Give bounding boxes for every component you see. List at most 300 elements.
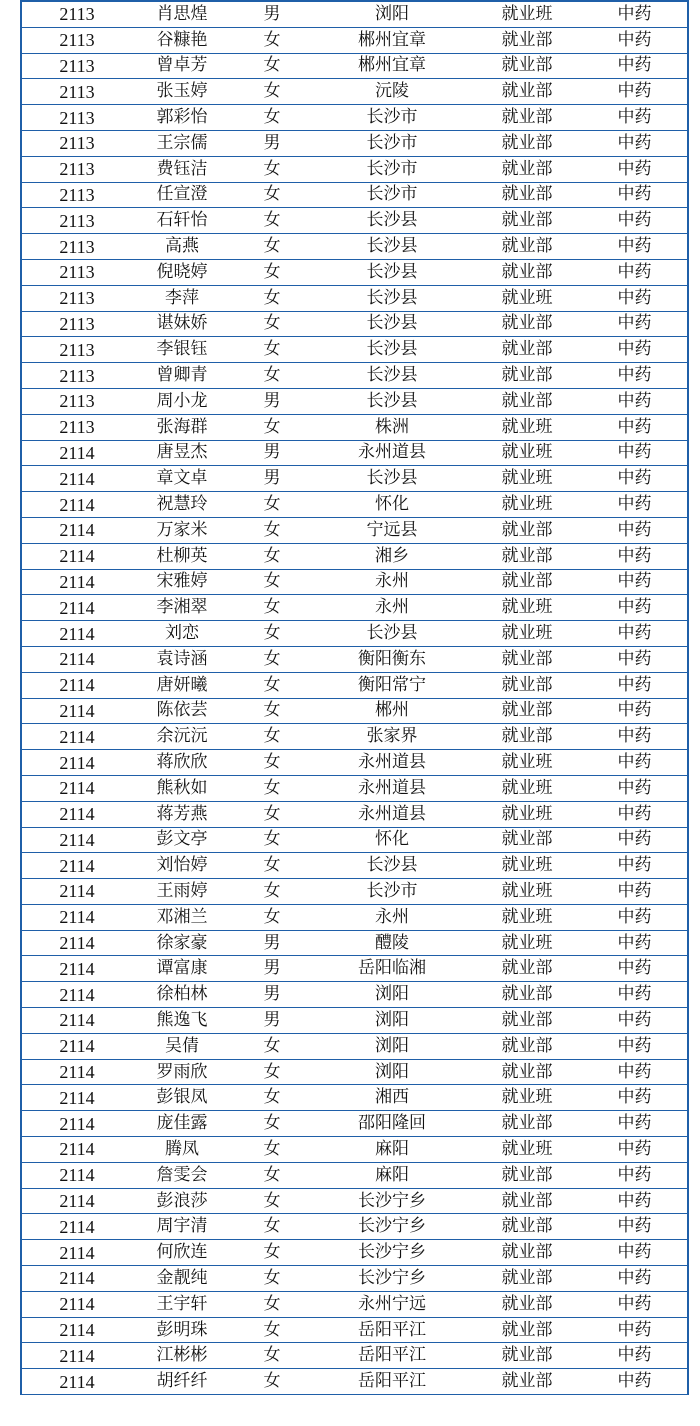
name-cell: 罗雨欣 bbox=[156, 1061, 208, 1082]
table-row bbox=[22, 621, 687, 647]
name-cell: 徐家豪 bbox=[156, 932, 208, 953]
major-cell: 中药 bbox=[617, 803, 652, 824]
name-cell: 刘怡婷 bbox=[156, 855, 208, 876]
gender-cell: 女 bbox=[263, 55, 281, 76]
hometown-cell: 沅陵 bbox=[375, 81, 409, 102]
name-cell: 李湘翠 bbox=[156, 597, 208, 618]
major-cell: 中药 bbox=[617, 107, 652, 128]
class-cell: 2114 bbox=[59, 649, 95, 670]
gender-cell: 女 bbox=[263, 855, 281, 876]
program-cell: 就业部 bbox=[501, 571, 553, 592]
name-cell: 蒋芳燕 bbox=[156, 803, 208, 824]
gender-cell: 女 bbox=[263, 1164, 281, 1185]
program-cell: 就业班 bbox=[501, 442, 553, 463]
major-cell: 中药 bbox=[617, 855, 652, 876]
major-cell: 中药 bbox=[617, 1216, 652, 1237]
class-cell: 2113 bbox=[59, 417, 95, 438]
class-cell: 2114 bbox=[59, 1268, 95, 1289]
gender-cell: 女 bbox=[263, 752, 281, 772]
program-cell: 就业班 bbox=[501, 416, 553, 437]
major-cell: 中药 bbox=[617, 1035, 652, 1056]
name-cell: 李萍 bbox=[165, 287, 199, 308]
name-cell: 彭明珠 bbox=[156, 1319, 208, 1340]
program-cell: 就业部 bbox=[501, 261, 553, 282]
major-cell: 中药 bbox=[617, 906, 652, 927]
name-cell: 熊秋如 bbox=[156, 777, 208, 798]
program-cell: 就业部 bbox=[501, 390, 553, 411]
name-cell: 徐柏林 bbox=[156, 984, 208, 1005]
gender-cell: 女 bbox=[263, 726, 281, 747]
class-cell: 2114 bbox=[59, 1371, 95, 1392]
gender-cell: 女 bbox=[263, 906, 281, 927]
major-cell: 中药 bbox=[617, 571, 652, 592]
hometown-cell: 郴州宜章 bbox=[358, 55, 426, 76]
program-cell: 就业部 bbox=[501, 829, 553, 850]
program-cell: 就业部 bbox=[501, 958, 553, 979]
major-cell: 中药 bbox=[617, 55, 652, 76]
major-cell: 中药 bbox=[617, 390, 652, 411]
class-cell: 2114 bbox=[59, 984, 95, 1005]
hometown-cell: 永州道县 bbox=[358, 752, 426, 772]
name-cell: 宋雅婷 bbox=[156, 571, 208, 592]
major-cell: 中药 bbox=[617, 674, 652, 695]
program-cell: 就业班 bbox=[501, 777, 553, 798]
table-row bbox=[22, 208, 687, 234]
program-cell: 就业部 bbox=[501, 1113, 553, 1134]
program-cell: 就业班 bbox=[501, 494, 553, 515]
program-cell: 就业部 bbox=[501, 674, 553, 695]
program-cell: 就业班 bbox=[501, 287, 553, 308]
table-row bbox=[22, 570, 687, 596]
class-cell: 2113 bbox=[59, 55, 95, 76]
name-cell: 何欣连 bbox=[156, 1242, 208, 1263]
class-cell: 2114 bbox=[59, 1113, 95, 1134]
major-cell: 中药 bbox=[617, 29, 652, 50]
table-row bbox=[22, 337, 687, 363]
major-cell: 中药 bbox=[617, 1087, 652, 1108]
hometown-cell: 邵阳隆回 bbox=[358, 1113, 426, 1134]
student-table bbox=[20, 0, 689, 1395]
gender-cell: 女 bbox=[263, 1345, 281, 1366]
gender-cell: 女 bbox=[263, 1267, 281, 1288]
program-cell: 就业班 bbox=[501, 855, 553, 876]
hometown-cell: 浏阳 bbox=[375, 1009, 409, 1030]
program-cell: 就业部 bbox=[501, 1190, 553, 1211]
table-row bbox=[22, 647, 687, 673]
program-cell: 就业部 bbox=[501, 55, 553, 76]
program-cell: 就业部 bbox=[501, 1293, 553, 1314]
hometown-cell: 张家界 bbox=[366, 726, 418, 747]
table-row bbox=[22, 466, 687, 492]
name-cell: 费钰洁 bbox=[156, 158, 208, 179]
name-cell: 唐妍曦 bbox=[156, 674, 208, 695]
class-cell: 2114 bbox=[59, 1087, 95, 1108]
program-cell: 就业班 bbox=[501, 932, 553, 953]
class-cell: 2114 bbox=[59, 571, 95, 592]
hometown-cell: 永州 bbox=[375, 906, 409, 927]
name-cell: 余沅沅 bbox=[156, 726, 208, 747]
gender-cell: 女 bbox=[263, 313, 281, 334]
program-cell: 就业部 bbox=[501, 1164, 553, 1185]
hometown-cell: 长沙县 bbox=[366, 236, 418, 257]
gender-cell: 女 bbox=[263, 777, 281, 798]
table-row bbox=[22, 1137, 687, 1163]
major-cell: 中药 bbox=[617, 958, 652, 979]
program-cell: 就业部 bbox=[501, 236, 553, 257]
table-row bbox=[22, 1111, 687, 1137]
gender-cell: 女 bbox=[263, 519, 281, 540]
name-cell: 刘恋 bbox=[165, 623, 199, 644]
table-row bbox=[22, 1369, 687, 1395]
class-cell: 2113 bbox=[59, 210, 95, 231]
major-cell: 中药 bbox=[617, 261, 652, 282]
gender-cell: 男 bbox=[263, 390, 281, 411]
name-cell: 曾卓芳 bbox=[156, 55, 208, 76]
major-cell: 中药 bbox=[617, 829, 652, 850]
program-cell: 就业部 bbox=[501, 545, 553, 566]
major-cell: 中药 bbox=[617, 648, 652, 669]
class-cell: 2113 bbox=[59, 30, 95, 51]
table-row bbox=[22, 105, 687, 131]
class-cell: 2114 bbox=[59, 907, 95, 928]
gender-cell: 女 bbox=[263, 803, 281, 824]
hometown-cell: 长沙县 bbox=[366, 855, 418, 876]
gender-cell: 男 bbox=[263, 132, 281, 153]
table-row bbox=[22, 1214, 687, 1240]
class-cell: 2114 bbox=[59, 675, 95, 696]
major-cell: 中药 bbox=[617, 597, 652, 618]
name-cell: 金靓纯 bbox=[156, 1267, 208, 1288]
table-row bbox=[22, 1292, 687, 1318]
program-cell: 就业班 bbox=[501, 880, 553, 901]
program-cell: 就业部 bbox=[501, 519, 553, 540]
class-cell: 2113 bbox=[59, 339, 95, 360]
class-cell: 2114 bbox=[59, 1242, 95, 1263]
gender-cell: 女 bbox=[263, 261, 281, 282]
class-cell: 2114 bbox=[59, 1165, 95, 1186]
hometown-cell: 怀化 bbox=[375, 494, 409, 515]
class-cell: 2114 bbox=[59, 752, 95, 773]
hometown-cell: 长沙市 bbox=[366, 184, 418, 205]
table-row bbox=[22, 1085, 687, 1111]
hometown-cell: 宁远县 bbox=[366, 519, 418, 540]
hometown-cell: 永州道县 bbox=[358, 442, 426, 463]
gender-cell: 女 bbox=[263, 1035, 281, 1056]
name-cell: 张玉婷 bbox=[156, 81, 208, 102]
major-cell: 中药 bbox=[617, 1371, 652, 1392]
program-cell: 就业部 bbox=[501, 726, 553, 747]
hometown-cell: 长沙市 bbox=[366, 132, 418, 153]
gender-cell: 女 bbox=[263, 700, 281, 721]
table-row bbox=[22, 363, 687, 389]
name-cell: 江彬彬 bbox=[156, 1345, 208, 1366]
class-cell: 2113 bbox=[59, 159, 95, 180]
program-cell: 就业部 bbox=[501, 339, 553, 360]
major-cell: 中药 bbox=[617, 880, 652, 901]
gender-cell: 女 bbox=[263, 339, 281, 360]
program-cell: 就业部 bbox=[501, 648, 553, 669]
hometown-cell: 长沙宁乡 bbox=[358, 1190, 426, 1211]
gender-cell: 女 bbox=[263, 1371, 281, 1392]
name-cell: 曾卿青 bbox=[156, 365, 208, 386]
major-cell: 中药 bbox=[617, 1138, 652, 1159]
name-cell: 谷糠艳 bbox=[156, 29, 208, 50]
table-row bbox=[22, 1266, 687, 1292]
name-cell: 石轩怡 bbox=[156, 210, 208, 231]
name-cell: 倪晓婷 bbox=[156, 261, 208, 282]
table-row bbox=[22, 879, 687, 905]
program-cell: 就业班 bbox=[501, 906, 553, 927]
class-cell: 2113 bbox=[59, 262, 95, 283]
program-cell: 就业班 bbox=[501, 3, 553, 24]
program-cell: 就业部 bbox=[501, 158, 553, 179]
major-cell: 中药 bbox=[617, 1061, 652, 1082]
class-cell: 2114 bbox=[59, 1345, 95, 1366]
class-cell: 2114 bbox=[59, 546, 95, 567]
major-cell: 中药 bbox=[617, 1293, 652, 1314]
table-row bbox=[22, 1163, 687, 1189]
hometown-cell: 郴州 bbox=[375, 700, 409, 721]
gender-cell: 女 bbox=[263, 829, 281, 850]
table-row bbox=[22, 54, 687, 80]
class-cell: 2114 bbox=[59, 494, 95, 515]
hometown-cell: 长沙市 bbox=[366, 880, 418, 901]
table-row bbox=[22, 776, 687, 802]
table-row bbox=[22, 415, 687, 441]
hometown-cell: 怀化 bbox=[375, 829, 409, 850]
gender-cell: 女 bbox=[263, 365, 281, 386]
hometown-cell: 岳阳平江 bbox=[358, 1319, 426, 1340]
class-cell: 2114 bbox=[59, 778, 95, 799]
table-row bbox=[22, 441, 687, 467]
name-cell: 庞佳露 bbox=[156, 1113, 208, 1134]
hometown-cell: 郴州宜章 bbox=[358, 29, 426, 50]
hometown-cell: 长沙县 bbox=[366, 365, 418, 386]
program-cell: 就业部 bbox=[501, 1242, 553, 1263]
table-row bbox=[22, 234, 687, 260]
major-cell: 中药 bbox=[617, 777, 652, 798]
gender-cell: 女 bbox=[263, 236, 281, 257]
gender-cell: 女 bbox=[263, 81, 281, 102]
program-cell: 就业部 bbox=[501, 1345, 553, 1366]
hometown-cell: 浏阳 bbox=[375, 1035, 409, 1056]
table-row bbox=[22, 828, 687, 854]
hometown-cell: 长沙县 bbox=[366, 623, 418, 644]
hometown-cell: 永州 bbox=[375, 571, 409, 592]
major-cell: 中药 bbox=[617, 752, 652, 772]
name-cell: 熊逸飞 bbox=[156, 1009, 208, 1030]
program-cell: 就业班 bbox=[501, 597, 553, 618]
class-cell: 2114 bbox=[59, 1191, 95, 1212]
gender-cell: 女 bbox=[263, 287, 281, 308]
name-cell: 胡纤纤 bbox=[156, 1371, 208, 1392]
class-cell: 2114 bbox=[59, 442, 95, 463]
major-cell: 中药 bbox=[617, 623, 652, 644]
hometown-cell: 湘西 bbox=[375, 1087, 409, 1108]
name-cell: 章文卓 bbox=[156, 468, 208, 489]
table-row bbox=[22, 79, 687, 105]
gender-cell: 女 bbox=[263, 1138, 281, 1159]
program-cell: 就业部 bbox=[501, 1216, 553, 1237]
major-cell: 中药 bbox=[617, 416, 652, 437]
table-row bbox=[22, 699, 687, 725]
major-cell: 中药 bbox=[617, 442, 652, 463]
gender-cell: 女 bbox=[263, 494, 281, 515]
name-cell: 李银钰 bbox=[156, 339, 208, 360]
class-cell: 2114 bbox=[59, 597, 95, 618]
hometown-cell: 长沙县 bbox=[366, 261, 418, 282]
major-cell: 中药 bbox=[617, 313, 652, 334]
name-cell: 郭彩怡 bbox=[156, 107, 208, 128]
program-cell: 就业部 bbox=[501, 1035, 553, 1056]
class-cell: 2113 bbox=[59, 365, 95, 386]
hometown-cell: 麻阳 bbox=[375, 1164, 409, 1185]
name-cell: 王宗儒 bbox=[156, 132, 208, 153]
program-cell: 就业班 bbox=[501, 803, 553, 824]
table-row bbox=[22, 1060, 687, 1086]
hometown-cell: 浏阳 bbox=[375, 1061, 409, 1082]
table-row bbox=[22, 2, 687, 28]
program-cell: 就业部 bbox=[501, 984, 553, 1005]
program-cell: 就业部 bbox=[501, 210, 553, 231]
gender-cell: 女 bbox=[263, 210, 281, 231]
hometown-cell: 衡阳常宁 bbox=[358, 674, 426, 695]
class-cell: 2114 bbox=[59, 829, 95, 850]
program-cell: 就业班 bbox=[501, 1087, 553, 1108]
table-row bbox=[22, 518, 687, 544]
gender-cell: 女 bbox=[263, 1113, 281, 1134]
hometown-cell: 醴陵 bbox=[375, 932, 409, 953]
major-cell: 中药 bbox=[617, 287, 652, 308]
hometown-cell: 长沙县 bbox=[366, 468, 418, 489]
table-row bbox=[22, 1008, 687, 1034]
name-cell: 彭浪莎 bbox=[156, 1190, 208, 1211]
hometown-cell: 永州宁远 bbox=[358, 1293, 426, 1314]
class-cell: 2113 bbox=[59, 391, 95, 412]
table-row bbox=[22, 544, 687, 570]
table-row bbox=[22, 286, 687, 312]
program-cell: 就业部 bbox=[501, 313, 553, 334]
hometown-cell: 长沙市 bbox=[366, 107, 418, 128]
name-cell: 祝慧玲 bbox=[156, 494, 208, 515]
program-cell: 就业班 bbox=[501, 468, 553, 489]
table-row bbox=[22, 956, 687, 982]
gender-cell: 女 bbox=[263, 1319, 281, 1340]
gender-cell: 女 bbox=[263, 107, 281, 128]
class-cell: 2114 bbox=[59, 520, 95, 541]
hometown-cell: 长沙宁乡 bbox=[358, 1242, 426, 1263]
major-cell: 中药 bbox=[617, 494, 652, 515]
major-cell: 中药 bbox=[617, 132, 652, 153]
name-cell: 王雨婷 bbox=[156, 880, 208, 901]
gender-cell: 女 bbox=[263, 184, 281, 205]
gender-cell: 男 bbox=[263, 958, 281, 979]
table-row bbox=[22, 724, 687, 750]
table-row bbox=[22, 28, 687, 54]
major-cell: 中药 bbox=[617, 1267, 652, 1288]
gender-cell: 男 bbox=[263, 442, 281, 463]
program-cell: 就业部 bbox=[501, 132, 553, 153]
gender-cell: 男 bbox=[263, 932, 281, 953]
hometown-cell: 麻阳 bbox=[375, 1138, 409, 1159]
name-cell: 唐昱杰 bbox=[156, 442, 208, 463]
table-row bbox=[22, 673, 687, 699]
table-row bbox=[22, 312, 687, 338]
gender-cell: 女 bbox=[263, 29, 281, 50]
class-cell: 2114 bbox=[59, 933, 95, 954]
class-cell: 2113 bbox=[59, 288, 95, 309]
program-cell: 就业部 bbox=[501, 365, 553, 386]
table-row bbox=[22, 982, 687, 1008]
name-cell: 彭文亭 bbox=[156, 829, 208, 850]
gender-cell: 女 bbox=[263, 1061, 281, 1082]
hometown-cell: 长沙县 bbox=[366, 390, 418, 411]
hometown-cell: 浏阳 bbox=[375, 3, 409, 24]
program-cell: 就业部 bbox=[501, 1371, 553, 1392]
class-cell: 2114 bbox=[59, 1139, 95, 1160]
hometown-cell: 岳阳平江 bbox=[358, 1345, 426, 1366]
hometown-cell: 永州道县 bbox=[358, 777, 426, 798]
gender-cell: 女 bbox=[263, 1216, 281, 1237]
table-row bbox=[22, 157, 687, 183]
class-cell: 2113 bbox=[59, 107, 95, 128]
name-cell: 彭银凤 bbox=[156, 1087, 208, 1108]
gender-cell: 男 bbox=[263, 1009, 281, 1030]
name-cell: 周宇清 bbox=[156, 1216, 208, 1237]
major-cell: 中药 bbox=[617, 210, 652, 231]
major-cell: 中药 bbox=[617, 1009, 652, 1030]
gender-cell: 女 bbox=[263, 648, 281, 669]
class-cell: 2114 bbox=[59, 623, 95, 644]
major-cell: 中药 bbox=[617, 158, 652, 179]
name-cell: 吴倩 bbox=[165, 1035, 199, 1056]
gender-cell: 女 bbox=[263, 545, 281, 566]
class-cell: 2114 bbox=[59, 1062, 95, 1083]
hometown-cell: 岳阳临湘 bbox=[358, 958, 426, 979]
class-cell: 2113 bbox=[59, 184, 95, 205]
class-cell: 2114 bbox=[59, 1036, 95, 1057]
major-cell: 中药 bbox=[617, 3, 652, 24]
gender-cell: 女 bbox=[263, 623, 281, 644]
class-cell: 2114 bbox=[59, 468, 95, 489]
hometown-cell: 长沙宁乡 bbox=[358, 1216, 426, 1237]
class-cell: 2113 bbox=[59, 81, 95, 102]
major-cell: 中药 bbox=[617, 1164, 652, 1185]
hometown-cell: 长沙宁乡 bbox=[358, 1267, 426, 1288]
class-cell: 2114 bbox=[59, 1216, 95, 1237]
major-cell: 中药 bbox=[617, 1113, 652, 1134]
name-cell: 谭富康 bbox=[156, 958, 208, 979]
major-cell: 中药 bbox=[617, 81, 652, 102]
table-row bbox=[22, 183, 687, 209]
table-row bbox=[22, 1189, 687, 1215]
name-cell: 周小龙 bbox=[156, 390, 208, 411]
gender-cell: 女 bbox=[263, 158, 281, 179]
major-cell: 中药 bbox=[617, 1319, 652, 1340]
hometown-cell: 长沙市 bbox=[366, 158, 418, 179]
table-row bbox=[22, 389, 687, 415]
class-cell: 2113 bbox=[59, 4, 95, 25]
gender-cell: 男 bbox=[263, 468, 281, 489]
class-cell: 2114 bbox=[59, 1320, 95, 1341]
hometown-cell: 株洲 bbox=[375, 416, 409, 437]
name-cell: 王宇轩 bbox=[156, 1293, 208, 1314]
major-cell: 中药 bbox=[617, 932, 652, 953]
gender-cell: 女 bbox=[263, 880, 281, 901]
name-cell: 腾凤 bbox=[165, 1138, 199, 1159]
major-cell: 中药 bbox=[617, 1242, 652, 1263]
major-cell: 中药 bbox=[617, 700, 652, 721]
